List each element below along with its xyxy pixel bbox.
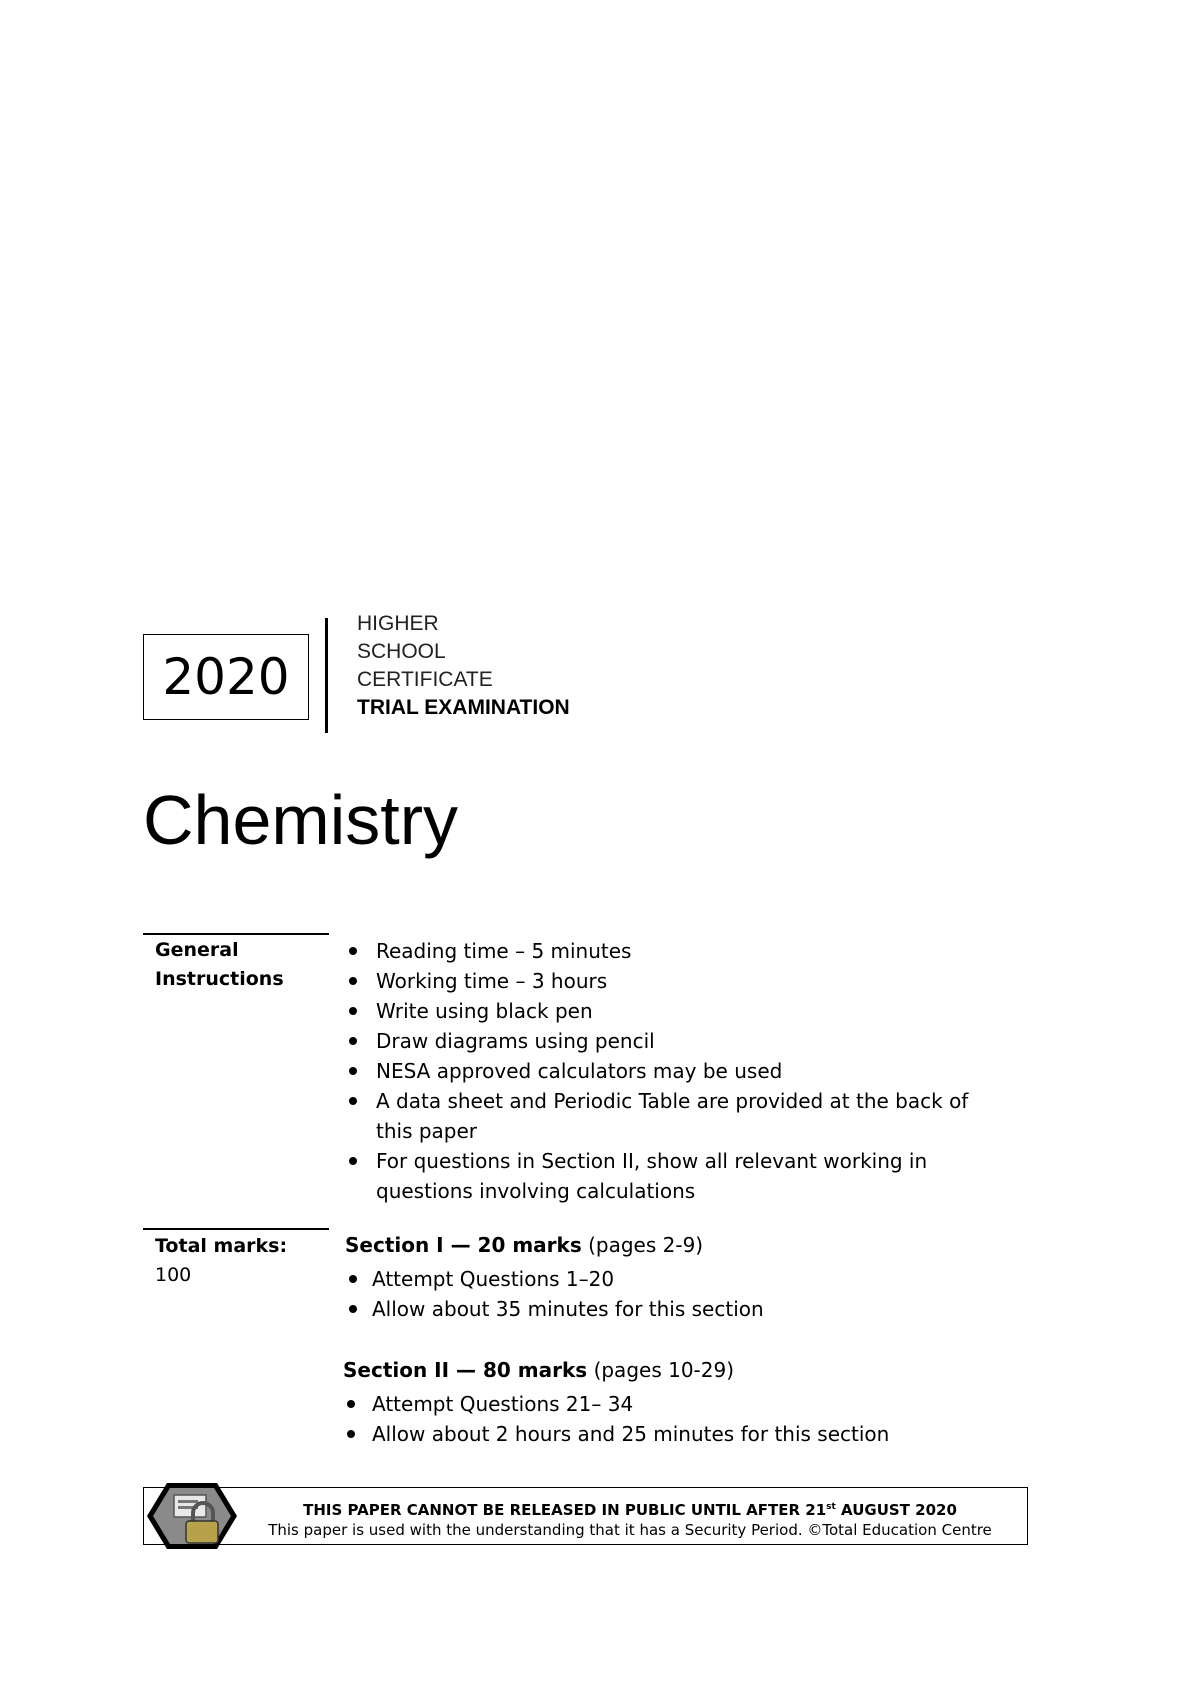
- security-lock-icon: [145, 1481, 239, 1551]
- certificate-line-3: CERTIFICATE: [357, 668, 493, 691]
- section-2-item: Allow about 2 hours and 25 minutes for this section: [343, 1419, 993, 1449]
- subject-title: Chemistry: [143, 781, 459, 859]
- release-notice-sup: st: [826, 1502, 836, 1512]
- section-2-title: Section II — 80 marks: [343, 1358, 588, 1382]
- section-1-item: Allow about 35 minutes for this section: [345, 1294, 995, 1324]
- instruction-item: Write using black pen: [345, 996, 975, 1026]
- release-notice-prefix: THIS PAPER CANNOT BE RELEASED IN PUBLIC UNTIL AFTER 21: [303, 1501, 827, 1519]
- section-2: [343, 1355, 993, 1449]
- general-instructions: [345, 936, 975, 1206]
- instruction-item: For questions in Section II, show all relevant working in questions involving calculations: [345, 1146, 975, 1206]
- instruction-item: Working time – 3 hours: [345, 966, 975, 996]
- instruction-item: A data sheet and Periodic Table are provided at the back of this paper: [345, 1086, 975, 1146]
- total-marks-value: 100: [155, 1264, 192, 1286]
- certificate-line-2: SCHOOL: [357, 640, 446, 663]
- general-instructions-label: General Instructions: [155, 939, 284, 990]
- security-period-note: This paper is used with the understanding that it has a Security Period. ©Total Education Centre: [268, 1521, 992, 1539]
- header-divider: [325, 618, 328, 733]
- section-1-title: Section I — 20 marks: [345, 1233, 582, 1257]
- release-notice: [240, 1497, 1020, 1520]
- section-2-heading: [343, 1355, 993, 1385]
- section-2-item: Attempt Questions 21– 34: [343, 1389, 993, 1419]
- section-2-pages: (pages 10-29): [593, 1358, 735, 1382]
- section-1: [345, 1230, 995, 1324]
- instructions-rule: [143, 933, 329, 935]
- total-marks-label: Total marks:: [155, 1235, 288, 1257]
- certificate-title: [357, 610, 570, 722]
- exam-year: 2020: [143, 634, 309, 720]
- total-marks-rule: [143, 1228, 329, 1230]
- instruction-item: Draw diagrams using pencil: [345, 1026, 975, 1056]
- section-1-heading: [345, 1230, 995, 1260]
- certificate-line-1: HIGHER: [357, 612, 439, 635]
- section-1-item: Attempt Questions 1–20: [345, 1264, 995, 1294]
- release-notice-suffix: AUGUST 2020: [835, 1501, 957, 1519]
- total-marks: [155, 1232, 287, 1290]
- exam-type: TRIAL EXAMINATION: [357, 696, 570, 719]
- section-1-pages: (pages 2-9): [588, 1233, 704, 1257]
- security-notice: [240, 1497, 1020, 1540]
- instruction-item: NESA approved calculators may be used: [345, 1056, 975, 1086]
- instruction-item: Reading time – 5 minutes: [345, 936, 975, 966]
